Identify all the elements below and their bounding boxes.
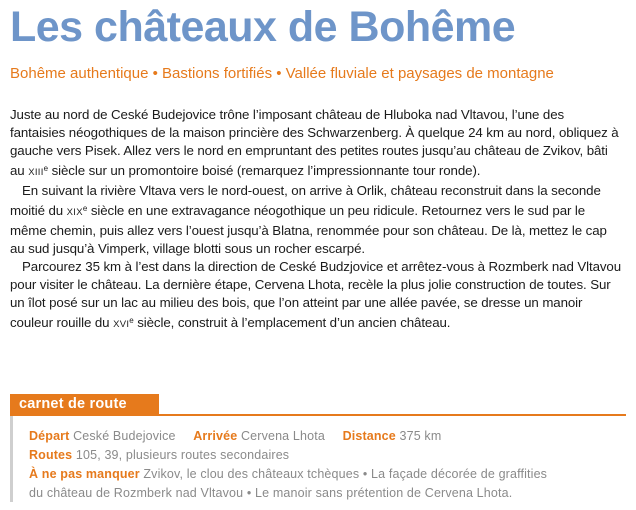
paragraph-2-text-b: siècle en une extravagance néogothique un peu ridicule. Retournez vers le sud par le même chemin, puis allez vers l’ouest jusqu’à Blatna, renommée pour son château. De là, mettez le cap au sud jusqu’à Vimperk, village blotti sous un rocher escarpé. xyxy=(10,203,607,256)
carnet-body xyxy=(29,427,629,503)
carnet-header-label: carnet de route xyxy=(19,396,127,412)
manquer-value-2: du château de Rozmberk nad Vltavou • Le manoir sans prétention de Cervena Lhota. xyxy=(29,486,513,500)
depart-value: Ceské Budejovice xyxy=(73,429,176,443)
century-superscript: e xyxy=(82,204,88,213)
carnet-line-3 xyxy=(29,465,629,484)
paragraph-3-text-a: Parcourez 35 km à l’est dans la direction de Ceské Budzjovice et arrêtez-vous à Rozmberk nad Vltavou pour visiter le château. La dernière étape, Cervena Lhota, recèle la plus jolie construction de toutes. Sur un îlot posé sur un lac au milieu des bois, que l’on atteint par une allée pavée, se dresse un manoir couleur rouille du xyxy=(10,259,622,330)
carnet-line-2 xyxy=(29,446,629,465)
paragraph-3-text-b: siècle, construit à l’emplacement d’un ancien château. xyxy=(133,315,451,330)
carnet-left-border xyxy=(10,416,13,502)
carnet-header xyxy=(10,394,159,416)
arrivee-value: Cervena Lhota xyxy=(240,429,325,443)
page-subtitle: Bohême authentique • Bastions fortifiés • Vallée fluviale et paysages de montagne xyxy=(10,65,554,82)
arrivee-label: Arrivée xyxy=(193,429,238,443)
paragraph-1 xyxy=(10,106,622,182)
century-numeral: XVI xyxy=(113,319,130,330)
century-superscript: e xyxy=(129,316,134,325)
distance-label: Distance xyxy=(342,429,396,443)
routes-value: 105, 39, plusieurs routes secondaires xyxy=(75,448,290,462)
distance-value: 375 km xyxy=(399,429,442,443)
carnet-line-1 xyxy=(29,427,629,446)
manquer-label: À ne pas manquer xyxy=(29,467,140,481)
manquer-value-1: Zvikov, le clou des châteaux tchèques • La façade décorée de graffities xyxy=(143,467,548,481)
paragraph-3 xyxy=(10,258,622,334)
page-title: Les châteaux de Bohême xyxy=(10,3,516,51)
paragraph-2 xyxy=(10,182,622,258)
article-body xyxy=(10,106,622,334)
carnet-rule xyxy=(10,414,626,416)
century-numeral: XIII xyxy=(28,167,44,178)
paragraph-1-text-a: Juste au nord de Ceské Budejovice trône l’imposant château de Hluboka nad Vltavou, l’une des fantaisies néogothiques de la maison princière des Schwarzenberg. À quelque 24 km au nord, obliquez à gauche vers Pisek. Allez vers le nord en empruntant des petites routes jusqu’au château de Zvikov, bâti au xyxy=(10,107,619,178)
century-numeral: XIX xyxy=(66,207,83,218)
paragraph-2-text-a: En suivant la rivière Vltava vers le nord-ouest, on arrive à Orlik, château reconstruit dans la seconde moitié du xyxy=(10,183,601,218)
carnet-line-4 xyxy=(29,484,629,503)
routes-label: Routes xyxy=(29,448,73,462)
paragraph-1-text-b: siècle sur un promontoire boisé (remarquez l’impressionnante tour ronde). xyxy=(48,163,481,178)
century-superscript: e xyxy=(43,164,49,173)
depart-label: Départ xyxy=(29,429,70,443)
